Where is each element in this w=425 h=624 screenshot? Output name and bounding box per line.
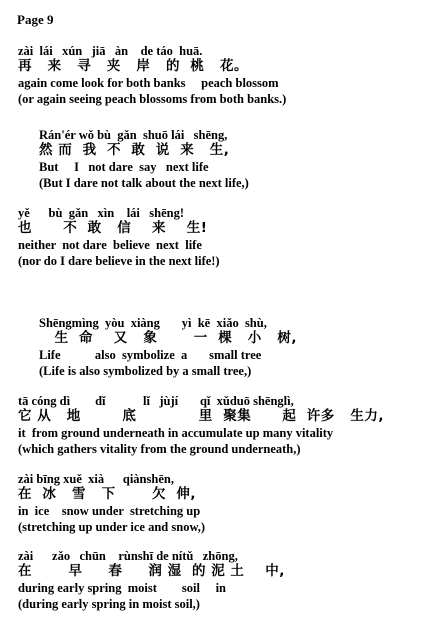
chinese-line: 在 早 春 润 湿 的 泥 土 中,: [18, 563, 285, 579]
pinyin-line: zài zǎo chūn rùnshī de nítǔ zhōng,: [18, 549, 238, 563]
translation-line: (But I dare not talk about the next life,): [39, 176, 249, 190]
translation-line: (which gathers vitality from the ground underneath,): [18, 442, 301, 456]
gloss-line: in ice snow under stretching up: [18, 504, 201, 518]
gloss-line: Life also symbolize a small tree: [39, 348, 262, 362]
pinyin-line: Rán'ér wǒ bù gǎn shuō lái shēng,: [39, 128, 228, 142]
translation-line: (stretching up under ice and snow,): [18, 520, 206, 534]
translation-line: (Life is also symbolized by a small tree,): [39, 364, 252, 378]
gloss-line: it from ground underneath in accumulate up many vitality: [18, 426, 334, 440]
pinyin-line: tā cóng dì dǐ lǐ jùjí qǐ xǔduō shēnglì,: [18, 394, 294, 408]
pinyin-line: zài bīng xuě xià qiànshēn,: [18, 472, 174, 486]
pinyin-line: Shēngmìng yòu xiàng yì kē xiǎo shù,: [39, 316, 267, 330]
chinese-line: 它 从 地 底 里 聚集 起 许多 生力,: [18, 408, 385, 424]
page-number: Page 9: [17, 12, 54, 27]
pinyin-line: zài lái xún jiā àn de táo huā.: [18, 44, 203, 58]
translation-line: (during early spring in moist soil,): [18, 597, 200, 611]
gloss-line: But I not dare say next life: [39, 160, 209, 174]
translation-line: (nor do I dare believe in the next life!): [18, 254, 220, 268]
gloss-line: again come look for both banks peach blossom: [18, 76, 279, 90]
translation-line: (or again seeing peach blossoms from both banks.): [18, 92, 287, 106]
chinese-line: 在 冰 雪 下 欠 伸,: [18, 486, 197, 502]
pinyin-line: yě bù gǎn xìn lái shēng!: [18, 206, 185, 220]
chinese-line: 生 命 又 象 一 棵 小 树,: [39, 330, 298, 346]
chinese-line: 再 来 寻 夹 岸 的 桃 花。: [18, 58, 248, 74]
gloss-line: during early spring moist soil in: [18, 581, 227, 595]
chinese-line: 然 而 我 不 敢 说 来 生,: [39, 142, 230, 158]
chinese-line: 也 不 敢 信 来 生!: [18, 220, 208, 236]
gloss-line: neither not dare believe next life: [18, 238, 202, 252]
